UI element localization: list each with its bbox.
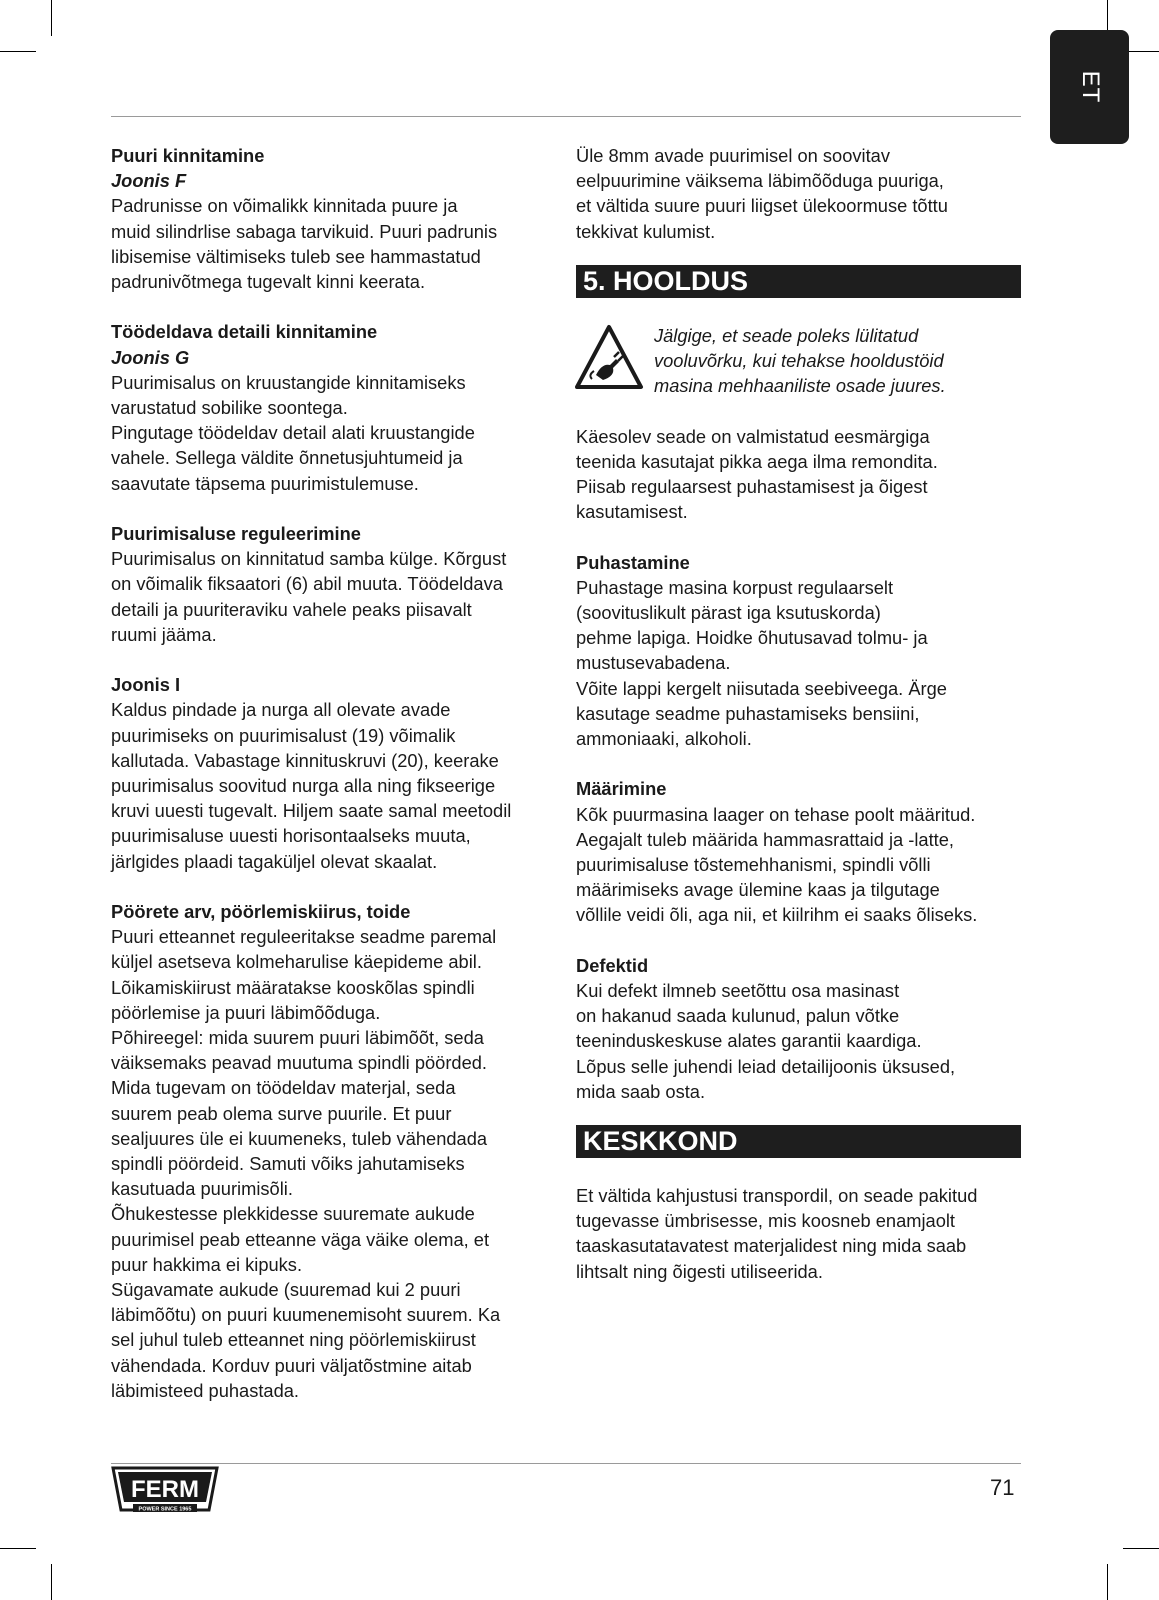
- section-maarimine: [576, 776, 1021, 927]
- text-line: Pingutage töödeldav detail alati kruustangide: [111, 422, 475, 444]
- text-line: ammoniaaki, alkoholi.: [576, 728, 752, 750]
- section-title: Puhastamine: [576, 551, 690, 573]
- text-line: kasutage seadme puhastamiseks bensiini,: [576, 702, 920, 724]
- section-detaili-kinnitamine: [111, 319, 551, 495]
- text-line: määrimiseks avage ülemine kaas ja tilgutage: [576, 879, 940, 901]
- text-line: Kaldus pindade ja nurga all olevate avade: [111, 699, 451, 721]
- text-line: libisemise vältimiseks tuleb see hammastatud: [111, 245, 481, 267]
- language-tab: [1050, 30, 1129, 144]
- ferm-logo: [111, 1466, 219, 1516]
- text-line: puurimisaluse tõstemehhanismi, spindli võlli: [576, 854, 931, 876]
- language-code: ET: [1076, 70, 1104, 104]
- text-line: muid silindrlise sabaga tarvikuid. Puuri padrunis: [111, 220, 498, 242]
- text-line: järlgides plaadi tagaküljel olevat skaalat.: [111, 850, 438, 872]
- warning-block: [576, 323, 1021, 399]
- text-line: sealjuures üle ei kuumeneks, tuleb vähendada: [111, 1127, 488, 1149]
- figure-ref: Joonis G: [111, 346, 190, 368]
- text-line: detaili ja puuriteraviku vahele peaks piisavalt: [111, 598, 472, 620]
- unplug-warning-icon: [574, 323, 644, 393]
- text-line: tekkivat kulumist.: [576, 220, 716, 242]
- text-line: mustusevabadena.: [576, 652, 731, 674]
- text-line: kallutada. Vabastage kinnituskruvi (20), keerake: [111, 749, 499, 771]
- text-line: läbimisteed puhastada.: [111, 1379, 300, 1401]
- text-line: Puurimisalus on kinnitatud samba külge. Kõrgust: [111, 548, 507, 570]
- figure-ref: Joonis F: [111, 170, 187, 192]
- text-line: mida saab osta.: [576, 1080, 706, 1102]
- crop-mark: [0, 51, 36, 52]
- text-line: vähendada. Korduv puuri väljatõstmine aitab: [111, 1354, 472, 1376]
- right-column: [576, 143, 1021, 1309]
- section-defektid: [576, 953, 1021, 1104]
- text-line: tugevasse ümbrisesse, mis koosneb enamjaolt: [576, 1210, 956, 1232]
- text-line: kruvi uuesti tugevalt. Hiljem saate samal meetodil: [111, 800, 512, 822]
- section-heading-hooldus: 5. HOOLDUS: [576, 265, 1021, 298]
- footer-rule: [111, 1463, 1021, 1464]
- left-column: [111, 143, 551, 1428]
- text-line: puurimisalus soovitud nurga alla ning fikseerige: [111, 775, 496, 797]
- section-body: [576, 575, 1021, 751]
- text-line: taaskasutatavatest materjalidest ning mida saab: [576, 1235, 967, 1257]
- section-body: [111, 697, 551, 873]
- section-body: [111, 193, 551, 294]
- text-line: Puurimisalus on kruustangide kinnitamiseks: [111, 371, 466, 393]
- section-body: [111, 924, 551, 1403]
- text-line: Käesolev seade on valmistatud eesmärgiga: [576, 425, 930, 447]
- text-line: Puhastage masina korpust regulaarselt: [576, 576, 894, 598]
- text-line: puurimisel peab etteanne väga väike olema, et: [111, 1228, 490, 1250]
- text-line: masina mehhaaniliste osade juures.: [654, 375, 946, 397]
- section-title: Pöörete arv, pöörlemiskiirus, toide: [111, 901, 411, 923]
- text-line: varustatud sobilike soontega.: [111, 397, 348, 419]
- section-keskkond-body: [576, 1183, 1021, 1284]
- text-line: Üle 8mm avade puurimisel on soovitav: [576, 145, 890, 166]
- section-body: [576, 802, 1021, 928]
- text-line: Põhireegel: mida suurem puuri läbimõõt, seda: [111, 1027, 484, 1049]
- text-line: Võite lappi kergelt niisutada seebiveega. Ärge: [576, 677, 947, 699]
- text-line: väiksemaks peavad muutuma spindli pöörded.: [111, 1052, 487, 1074]
- crop-mark: [51, 0, 52, 36]
- section-body: [111, 546, 551, 647]
- section-joonis-i: [111, 672, 551, 874]
- section-title: Puuri kinnitamine: [111, 145, 265, 166]
- text-line: padrunivõtmega tugevalt kinni keerata.: [111, 271, 426, 293]
- section-title: Töödeldava detaili kinnitamine: [111, 321, 378, 343]
- crop-mark: [0, 1548, 36, 1549]
- text-line: Lõpus selle juhendi leiad detailijoonis üksused,: [576, 1055, 956, 1077]
- text-line: vooluvõrku, kui tehakse hooldustöid: [654, 350, 944, 372]
- text-line: Lõikamiskiirust määratakse kooskõlas spindli: [111, 976, 475, 998]
- section-title: Puurimisaluse reguleerimine: [111, 523, 361, 545]
- section-hooldus-body: [576, 424, 1021, 525]
- text-line: Jälgige, et seade poleks lülitatud: [654, 324, 919, 346]
- text-line: Puuri etteannet reguleeritakse seadme paremal: [111, 926, 497, 948]
- text-line: Mida tugevam on töödeldav materjal, seda: [111, 1077, 456, 1099]
- text-line: on võimalik fiksaatori (6) abil muuta. Töödeldava: [111, 573, 503, 595]
- text-line: spindli pöördeid. Samuti võiks jahutamiseks: [111, 1153, 465, 1175]
- text-line: läbimõõtu) on puuri kuumenemisoht suurem. Ka: [111, 1304, 501, 1326]
- text-line: eelpuurimine väiksema läbimõõduga puuriga,: [576, 170, 944, 192]
- text-line: teeninduskeskuse alates garantii kaardiga.: [576, 1030, 922, 1052]
- text-line: Õhukestesse plekkidesse suuremate aukude: [111, 1203, 475, 1225]
- text-line: pehme lapiga. Hoidke õhutusavad tolmu- ja: [576, 627, 928, 649]
- text-line: puurimisaluse uuesti horisontaalseks muuta,: [111, 825, 471, 847]
- text-line: Sügavamate aukude (suuremad kui 2 puuri: [111, 1279, 461, 1301]
- section-intro: [576, 143, 1021, 244]
- text-line: et vältida suure puuri liigset ülekoormuse tõttu: [576, 195, 948, 217]
- section-body: [576, 424, 1021, 525]
- text-line: pöörlemise ja puuri läbimõõduga.: [111, 1001, 381, 1023]
- text-line: Kui defekt ilmneb seetõttu osa masinast: [576, 980, 900, 1002]
- section-body: [576, 978, 1021, 1104]
- text-line: võllile veidi õli, aga nii, et kiilrihm ei saaks õliseks.: [576, 904, 978, 926]
- section-body: [576, 143, 1021, 244]
- section-title: Joonis I: [111, 674, 181, 696]
- text-line: suurem peab olema surve puurile. Et puur: [111, 1102, 452, 1124]
- section-poorete-arv: [111, 899, 551, 1403]
- text-line: kasutuada puurimisõli.: [111, 1178, 293, 1200]
- text-line: on hakanud saada kulunud, palun võtke: [576, 1005, 900, 1027]
- page-number: 71: [990, 1475, 1015, 1500]
- text-line: (soovituslikult pärast iga ksutuskorda): [576, 602, 881, 624]
- section-body: [111, 370, 551, 496]
- logo-wordmark: FERM: [131, 1476, 199, 1503]
- text-line: puur hakkima ei kipuks.: [111, 1253, 303, 1275]
- text-line: Aegajalt tuleb määrida hammasrattaid ja -latte,: [576, 828, 955, 850]
- text-line: Kõk puurmasina laager on tehase poolt määritud.: [576, 803, 976, 825]
- text-line: sel juhul tuleb etteannet ning pöörlemiskiirust: [111, 1329, 476, 1351]
- logo-tagline: POWER SINCE 1965: [138, 1506, 192, 1513]
- text-line: teenida kasutajat pikka aega ilma remondita.: [576, 450, 938, 472]
- section-heading-keskkond: KESKKOND: [576, 1125, 1021, 1158]
- text-line: Piisab regulaarsest puhastamisest ja õigest: [576, 476, 928, 498]
- text-line: lihtsalt ning õigesti utiliseerida.: [576, 1260, 823, 1282]
- warning-text: [654, 323, 946, 399]
- text-line: puurimiseks on puurimisalust (19) võimalik: [111, 724, 456, 746]
- section-title: Määrimine: [576, 778, 667, 800]
- section-puuri-kinnitamine: [111, 143, 551, 294]
- section-title: Defektid: [576, 954, 649, 976]
- header-rule: [111, 116, 1021, 117]
- section-puhastamine: [576, 550, 1021, 752]
- text-line: kasutamisest.: [576, 501, 688, 523]
- text-line: vahele. Sellega väldite õnnetusjuhtumeid ja: [111, 447, 463, 469]
- section-body: [576, 1183, 1021, 1284]
- text-line: küljel asetseva kolmeharulise käepideme abil.: [111, 951, 482, 973]
- text-line: ruumi jääma.: [111, 623, 217, 645]
- text-line: Padrunisse on võimalikk kinnitada puure ja: [111, 195, 458, 217]
- text-line: saavutate täpsema puurimistulemuse.: [111, 472, 419, 494]
- section-puurimisaluse-reguleerimine: [111, 521, 551, 647]
- crop-mark: [1107, 1564, 1108, 1600]
- crop-mark: [1123, 1548, 1159, 1549]
- text-line: Et vältida kahjustusi transpordil, on seade pakitud: [576, 1185, 978, 1207]
- crop-mark: [51, 1564, 52, 1600]
